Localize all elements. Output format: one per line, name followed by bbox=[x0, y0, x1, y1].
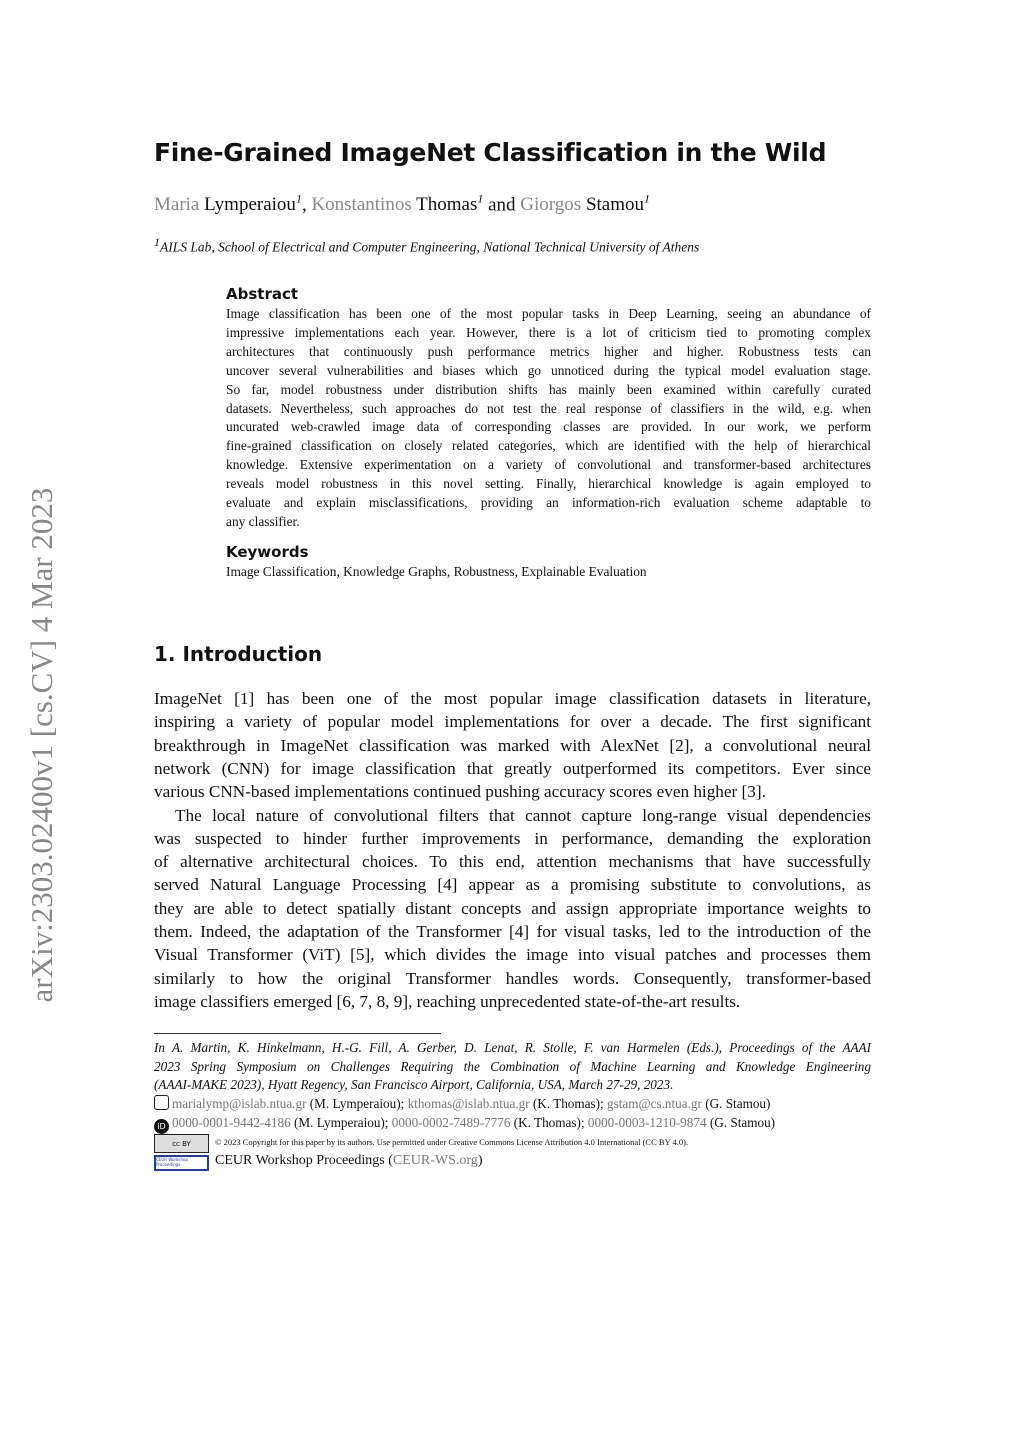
author-first-name: Konstantinos bbox=[311, 194, 412, 216]
email-owner: (K. Thomas); bbox=[529, 1096, 607, 1111]
text-line: uncover several vulnerabilities and biases which go unnoticed during the typical model evaluation stage. bbox=[226, 362, 871, 378]
text-line: evaluate and explain misclassifications, providing an information-rich evaluation scheme adaptable to bbox=[226, 495, 871, 510]
text-line: they are able to detect spatially distant concepts and assign appropriate importance weights to bbox=[154, 898, 871, 918]
email-link[interactable]: gstam@cs.ntua.gr bbox=[607, 1096, 702, 1111]
text-line: network (CNN) for image classification that greatly outperformed its competitors. Ever since bbox=[154, 758, 871, 778]
author-list bbox=[154, 192, 650, 216]
keywords-heading: Keywords bbox=[226, 543, 309, 561]
ceur-logo bbox=[154, 1155, 209, 1171]
author[interactable] bbox=[154, 194, 302, 215]
text-line: of alternative architectural choices. To this end, attention mechanisms that have successfully bbox=[154, 852, 871, 872]
text-line: impressive implementations each year. However, there is a lot of criticism tied to promoting complex bbox=[226, 324, 871, 340]
email-owner: (G. Stamou) bbox=[701, 1096, 771, 1111]
author-affil-mark: 1 bbox=[295, 192, 302, 206]
affiliation-text: AILS Lab, School of Electrical and Computer Engineering, National Technical University of Athens bbox=[160, 239, 700, 255]
separator: and bbox=[483, 194, 521, 216]
author-last-name: Stamou bbox=[585, 194, 644, 216]
text-line: fine-grained classification on closely related categories, which are identified with the help of hierarchical bbox=[226, 438, 871, 454]
text-line: image classifiers emerged [6, 7, 8, 9], reaching unprecedented state-of-the-art results. bbox=[154, 991, 741, 1011]
license-text: © 2023 Copyright for this paper by its authors. Use permitted under Creative Commons License Attribution 4.0 International (CC BY 4.0). bbox=[215, 1137, 689, 1147]
text-line: them. Indeed, the adaptation of the Transformer [4] for visual tasks, led to the introduction of the bbox=[154, 922, 871, 941]
affil-mark: 1 bbox=[154, 235, 160, 249]
email-link[interactable]: kthomas@islab.ntua.gr bbox=[407, 1096, 530, 1111]
text-line: knowledge. Extensive experimentation on a variety of convolutional and transformer-based architectures bbox=[226, 457, 871, 473]
text-line: Image classification has been one of the most popular tasks in Deep Learning, seeing an abundance of bbox=[226, 306, 871, 321]
affiliation bbox=[154, 235, 699, 256]
cc-by-logo bbox=[154, 1134, 209, 1153]
abstract-heading: Abstract bbox=[226, 285, 299, 303]
author-affil-mark: 1 bbox=[477, 192, 484, 206]
text-line: 2023 Spring Symposium on Challenges Requiring the Combination of Machine Learning and Knowledge Engineering bbox=[154, 1058, 871, 1074]
author-last-name: Thomas bbox=[416, 194, 478, 216]
text-line: reveals model robustness in this novel setting. Finally, hierarchical knowledge is again employed to bbox=[226, 476, 871, 492]
text-line: served Natural Language Processing [4] appear as a promising substitute to convolutions, as bbox=[154, 875, 871, 895]
author-last-name: Lymperaiou bbox=[204, 194, 296, 216]
author-first-name: Giorgos bbox=[520, 194, 582, 216]
text-line: similarly to how the original Transformer handles words. Consequently, transformer-based bbox=[154, 968, 871, 988]
cc-logo-text: cc BY bbox=[172, 1139, 191, 1148]
section-heading-introduction: 1. Introduction bbox=[154, 642, 323, 666]
ceur-link[interactable]: CEUR-WS.org bbox=[392, 1153, 478, 1168]
author[interactable] bbox=[311, 194, 483, 215]
ceur-text: CEUR Workshop Proceedings ( bbox=[215, 1153, 393, 1168]
ceur-logo-text: CEUR Workshop Proceedings bbox=[156, 1157, 189, 1167]
text-line: was suspected to hinder further improvements in performance, demanding the exploration bbox=[154, 828, 871, 848]
orcid-owner: (M. Lymperaiou); bbox=[290, 1115, 392, 1130]
footnote-rule bbox=[154, 1033, 441, 1034]
text-line: So far, model robustness under distribution shifts has mainly been examined within carefully curated bbox=[226, 381, 871, 397]
ceur-close: ) bbox=[477, 1153, 483, 1168]
email-owner: (M. Lymperaiou); bbox=[306, 1096, 408, 1111]
orcid-icon: iD bbox=[154, 1119, 169, 1134]
text-line: (AAAI-MAKE 2023), Hyatt Regency, San Francisco Airport, California, USA, March 27-29, 2023. bbox=[154, 1077, 674, 1093]
text-line: any classifier. bbox=[226, 513, 300, 529]
text-line: various CNN-based implementations continued pushing accuracy scores even higher [3]. bbox=[154, 782, 766, 802]
author[interactable] bbox=[520, 194, 650, 215]
author-first-name: Maria bbox=[154, 194, 200, 216]
ceur-line bbox=[215, 1152, 482, 1170]
text-line: The local nature of convolutional filters that cannot capture long-range visual dependencies bbox=[175, 805, 871, 825]
text-line: breakthrough in ImageNet classification was marked with AlexNet [2], a convolutional neural bbox=[154, 735, 871, 755]
text-line: ImageNet [1] has been one of the most popular image classification datasets in literature, bbox=[154, 689, 871, 708]
text-line: inspiring a variety of popular model implementations for over a decade. The first significant bbox=[154, 712, 871, 732]
envelope-icon bbox=[154, 1095, 169, 1110]
orcid-link[interactable]: 0000-0003-1210-9874 bbox=[587, 1115, 707, 1130]
text-line: uncurated web-crawled image data of corresponding classes are provided. In our work, we perform bbox=[226, 419, 871, 435]
paper-title: Fine-Grained ImageNet Classification in the Wild bbox=[154, 138, 827, 167]
separator: , bbox=[301, 194, 312, 216]
text-line: In A. Martin, K. Hinkelmann, H.-G. Fill, A. Gerber, D. Lenat, R. Stolle, F. van Harmelen (Eds.), Proceedings of the AAAI bbox=[154, 1040, 871, 1055]
orcid-link[interactable]: 0000-0002-7489-7776 bbox=[391, 1115, 511, 1130]
arxiv-identifier[interactable]: arXiv:2303.02400v1 [cs.CV] 4 Mar 2023 bbox=[24, 487, 59, 1003]
author-affil-mark: 1 bbox=[644, 192, 650, 206]
email-link[interactable]: marialymp@islab.ntua.gr bbox=[172, 1096, 307, 1111]
orcid-line bbox=[154, 1114, 775, 1132]
orcid-owner: (G. Stamou) bbox=[706, 1115, 776, 1130]
keywords-text: Image Classification, Knowledge Graphs, Robustness, Explainable Evaluation bbox=[226, 564, 647, 579]
email-line bbox=[154, 1095, 770, 1113]
text-line: architectures that continuously push performance metrics higher and higher. Robustness tests can bbox=[226, 343, 871, 359]
orcid-owner: (K. Thomas); bbox=[510, 1115, 588, 1130]
text-line: datasets. Nevertheless, such approaches do not test the real response of classifiers in the wild, e.g. when bbox=[226, 400, 871, 416]
text-line: Visual Transformer (ViT) [5], which divides the image into visual patches and processes them bbox=[154, 945, 871, 965]
orcid-link[interactable]: 0000-0001-9442-4186 bbox=[172, 1115, 291, 1130]
